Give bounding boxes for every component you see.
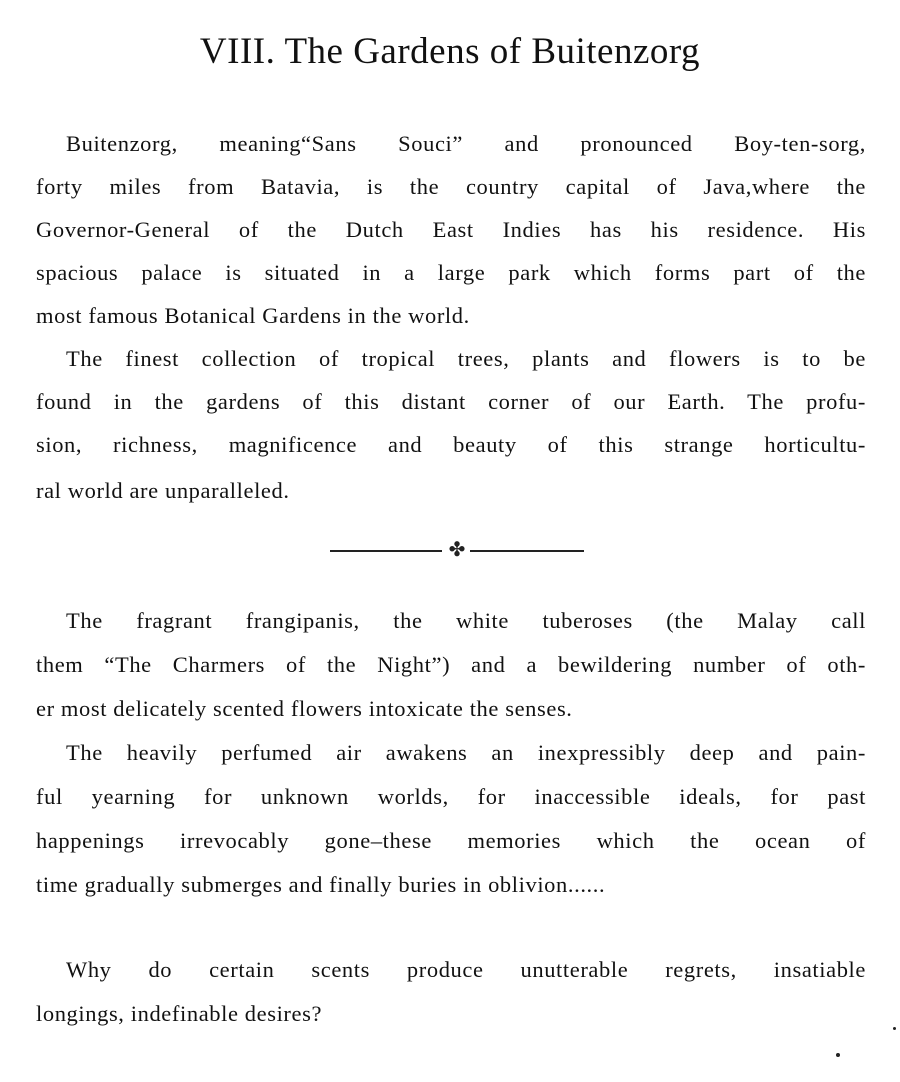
paragraph-1-line-5: most famous Botanical Gardens in the world.: [36, 303, 470, 328]
paragraph-3-line-1: The fragrant frangipanis, the white tuberoses (the Malay call: [66, 608, 866, 633]
scan-speck: [893, 1027, 896, 1030]
paragraph-1-line-2: forty miles from Batavia, is the country capital of Java,where the: [36, 174, 866, 199]
paragraph-4-line-1: The heavily perfumed air awakens an inexpressibly deep and pain-: [66, 740, 866, 765]
divider-rule-right: [470, 550, 584, 552]
paragraph-3-line-3: er most delicately scented flowers intoxicate the senses.: [36, 696, 573, 721]
paragraph-2-line-4: ral world are unparalleled.: [36, 478, 290, 503]
paragraph-2-line-3: sion, richness, magnificence and beauty of this strange horticultu-: [36, 432, 866, 457]
paragraph-4-line-2: ful yearning for unknown worlds, for inaccessible ideals, for past: [36, 784, 866, 809]
paragraph-1-line-4: spacious palace is situated in a large park which forms part of the: [36, 260, 866, 285]
section-divider: [330, 541, 584, 561]
paragraph-2-line-2: found in the gardens of this distant corner of our Earth. The profu-: [36, 389, 866, 414]
paragraph-4-line-4: time gradually submerges and finally buries in oblivion......: [36, 872, 606, 897]
paragraph-2-line-1: The finest collection of tropical trees, plants and flowers is to be: [66, 346, 866, 371]
paragraph-4-line-3: happenings irrevocably gone–these memories which the ocean of: [36, 828, 866, 853]
paragraph-3-line-2: them “The Charmers of the Night”) and a bewildering number of oth-: [36, 652, 866, 677]
divider-rule-left: [330, 550, 442, 552]
divider-ornament-icon: ✤: [448, 539, 466, 561]
paragraph-1-line-1: Buitenzorg, meaning“Sans Souci” and pronounced Boy-ten-sorg,: [66, 131, 866, 156]
paragraph-1-line-3: Governor-General of the Dutch East Indies has his residence. His: [36, 217, 866, 242]
scan-speck: [836, 1053, 840, 1057]
chapter-title: VIII. The Gardens of Buitenzorg: [199, 31, 701, 72]
paragraph-5-line-2: longings, indefinable desires?: [36, 1001, 323, 1026]
paragraph-5-line-1: Why do certain scents produce unutterable regrets, insatiable: [66, 957, 866, 982]
